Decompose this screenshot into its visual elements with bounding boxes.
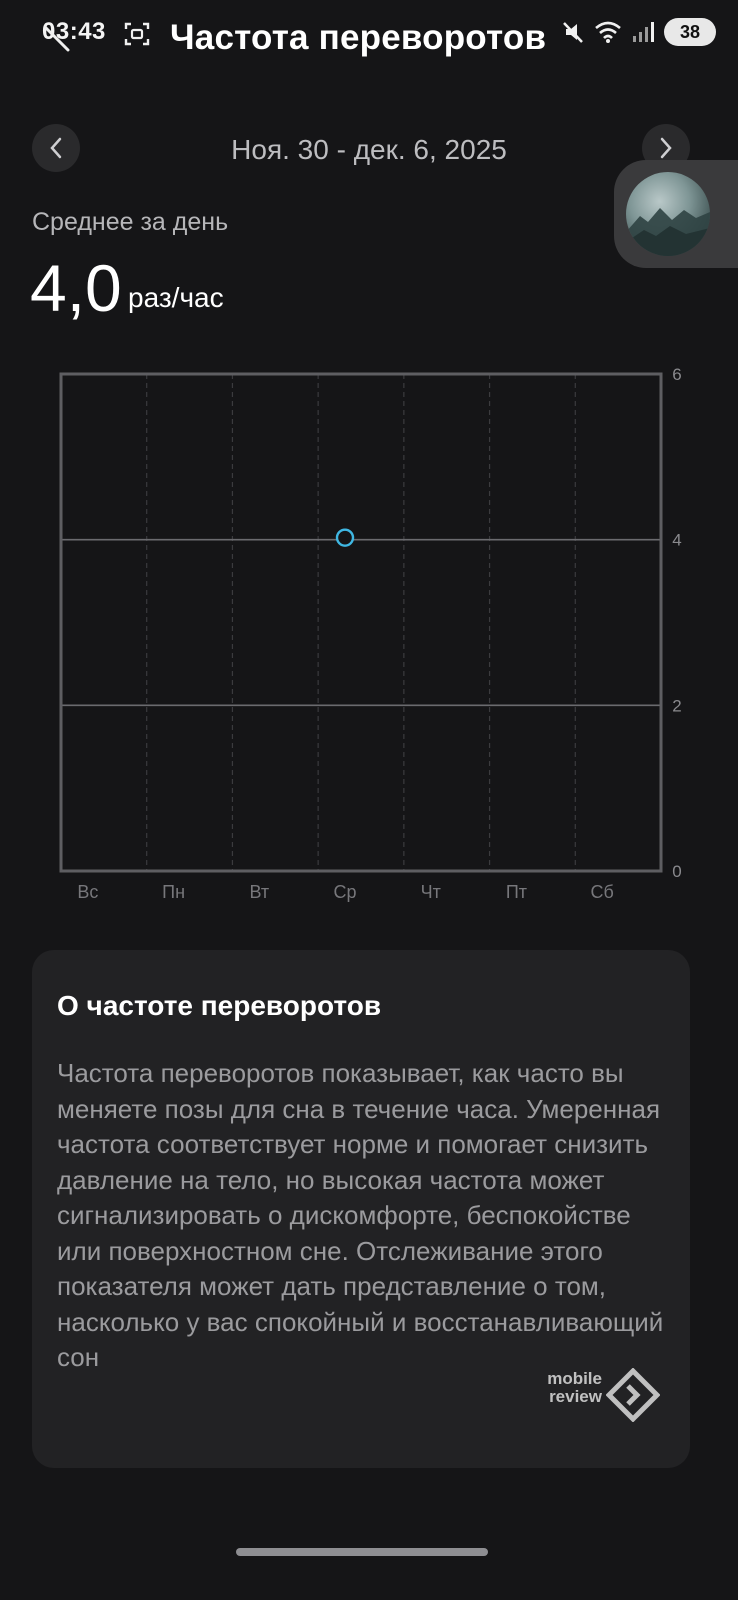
info-card-title: О частоте переворотов bbox=[57, 990, 382, 1021]
battery-indicator: 38 bbox=[664, 18, 716, 46]
y-tick-label: 4 bbox=[672, 530, 682, 550]
x-tick-label: Вс bbox=[77, 882, 99, 902]
watermark-line2: review bbox=[549, 1387, 602, 1406]
data-point bbox=[337, 530, 353, 546]
x-tick-label: Вт bbox=[249, 882, 270, 902]
watermark-logo bbox=[520, 1368, 670, 1422]
x-tick-label: Ср bbox=[333, 882, 357, 902]
slash-icon bbox=[44, 24, 72, 52]
landscape-image bbox=[626, 172, 710, 256]
page-title: Частота переворотов bbox=[170, 18, 547, 57]
info-card-text: Частота переворотов показывает, как часто вы меняете позы для сна в течение часа. Умеренная частота соответствует норме и помогает снизить давление на тело, но высокая частота может сигнализировать о дискомфорте, беспокойстве или поверхностном сне. Отслеживание этого показателя может дать представление о том, насколько у вас спокойный и восстанавливающий сон bbox=[57, 1058, 664, 1372]
signal-icon bbox=[632, 21, 654, 43]
x-tick-label: Пт bbox=[505, 882, 528, 902]
avatar[interactable] bbox=[626, 172, 710, 256]
y-tick-label: 0 bbox=[672, 862, 682, 881]
x-tick-label: Пн bbox=[162, 882, 186, 902]
average-unit: раз/час bbox=[128, 282, 224, 313]
screenshot-icon bbox=[124, 22, 150, 46]
diamond-logo-icon bbox=[606, 1368, 660, 1422]
turnover-chart bbox=[0, 360, 738, 920]
mute-icon bbox=[562, 20, 584, 44]
wifi-icon bbox=[594, 20, 622, 44]
watermark-line1: mobile bbox=[547, 1369, 602, 1388]
x-tick-label: Чт bbox=[420, 882, 441, 902]
y-tick-label: 2 bbox=[672, 696, 682, 716]
status-time: 03:43 bbox=[42, 18, 106, 45]
x-tick-label: Сб bbox=[590, 882, 614, 902]
home-indicator[interactable] bbox=[236, 1548, 488, 1556]
status-icons bbox=[562, 18, 716, 46]
average-value: 4,0 bbox=[30, 251, 122, 325]
date-range: Ноя. 30 - дек. 6, 2025 bbox=[231, 134, 507, 165]
plot-frame bbox=[61, 374, 661, 871]
average-label: Среднее за день bbox=[32, 208, 229, 236]
y-tick-label: 6 bbox=[672, 365, 682, 384]
chevron-right-icon bbox=[657, 136, 675, 160]
